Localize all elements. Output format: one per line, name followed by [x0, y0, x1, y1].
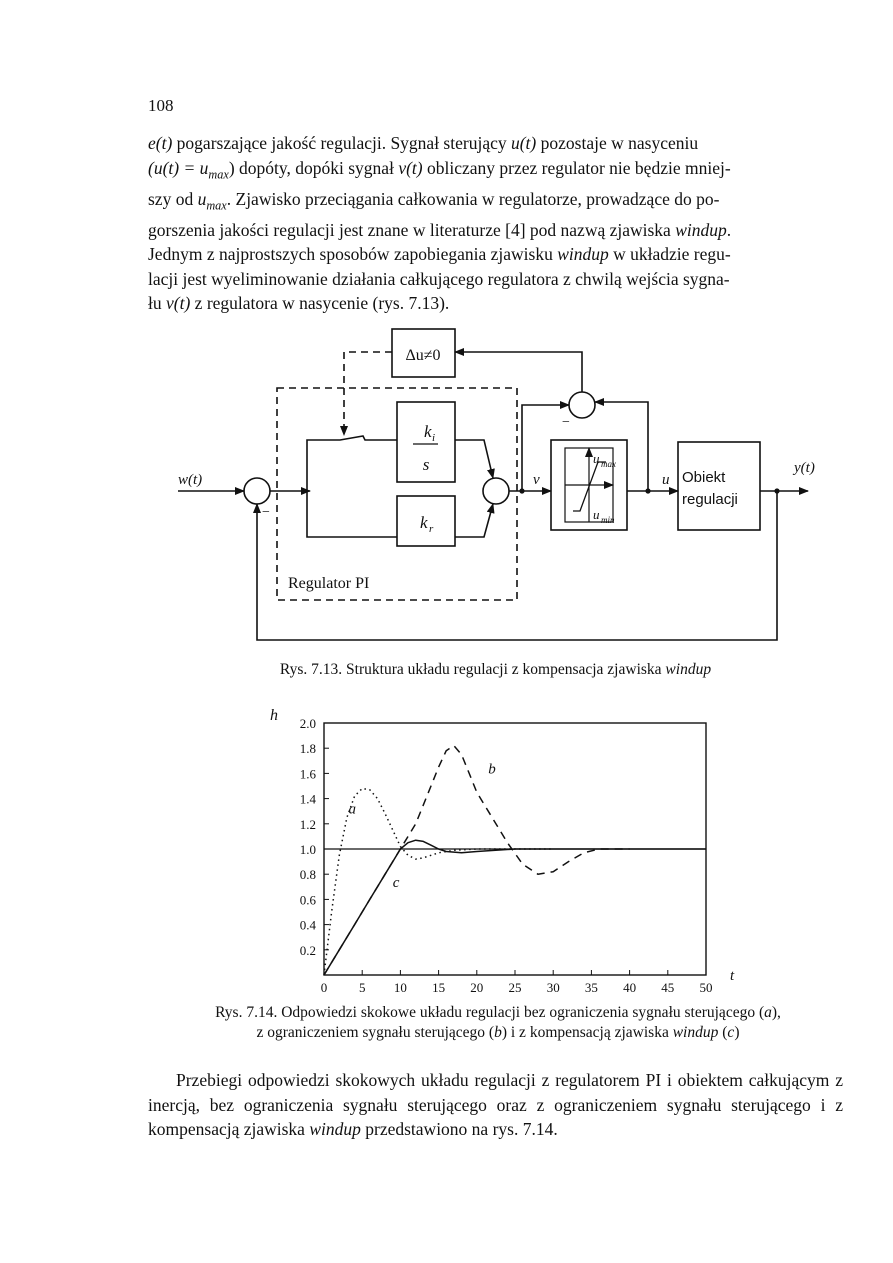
y-tick-label: 1.8 [299, 741, 316, 757]
y-tick-label: 0.8 [299, 867, 316, 883]
curve-label-a: a [348, 801, 356, 818]
u-label: u [662, 472, 670, 488]
paragraph-line: szy od $u_{max}$. Zjawisko przeciągania całkowania w regulatorze, prowadzące do po- [148, 188, 720, 212]
curve-label-b: b [488, 761, 496, 778]
minus-sign-feedback: − [562, 415, 570, 430]
output-label: y(t) [794, 460, 815, 476]
body-paragraph-2: Przebiegi odpowiedzi skokowych układu regulacji z regulatorem PI i obiektem całkującym z inercją, bez ograniczenia sygnału sterującego oraz z ograniczeniem sygnału sterującego i z kompensacją zjawiska windup przedstawiono na rys. 7.14. [148, 1070, 843, 1139]
delta-u-label: Δu≠0 [405, 347, 441, 364]
plant-label-line1: Obiekt [682, 469, 726, 486]
x-axis-label: t [730, 968, 735, 984]
x-tick-label: 0 [320, 980, 328, 995]
x-tick-label: 40 [623, 980, 637, 995]
paragraph-line: gorszenia jakości regulacji jest znane w literaturze [4] pod nazwą zjawiska windup. [148, 219, 732, 240]
y-tick-label: 2.0 [299, 716, 316, 731]
kr-label: k [420, 513, 428, 532]
curve-label-c: c [392, 874, 400, 891]
x-tick-label: 25 [508, 980, 522, 995]
y-tick-label: 1.2 [299, 816, 316, 832]
x-tick-label: 35 [584, 980, 598, 995]
regulator-label: Regulator PI [288, 575, 370, 592]
paragraph-line: łu v(t) z regulatora w nasycenie (rys. 7.13). [148, 293, 450, 313]
series-a-line [324, 789, 553, 976]
y-tick-label: 0.2 [299, 942, 316, 958]
x-tick-label: 10 [393, 980, 407, 995]
x-tick-label: 30 [546, 980, 560, 995]
v-label: v [533, 472, 540, 488]
paragraph-line: e(t) pogarszające jakość regulacji. Sygnał sterujący u(t) pozostaje w nasyceniu [148, 133, 699, 153]
x-tick-label: 20 [470, 980, 484, 995]
x-tick-label: 15 [432, 980, 446, 995]
ki-label: k [424, 422, 432, 441]
x-tick-label: 5 [358, 980, 366, 995]
umin-label: u [593, 507, 600, 522]
series-b-line [324, 746, 630, 975]
figure-caption-7-13: Rys. 7.13. Struktura układu regulacji z kompensacja zjawiska windup [279, 661, 712, 678]
y-tick-label: 1.0 [299, 842, 316, 857]
s-label: s [422, 455, 430, 474]
umax-label: u [593, 451, 600, 466]
y-tick-label: 1.6 [299, 766, 316, 782]
y-tick-label: 1.4 [299, 791, 316, 807]
paragraph-line: $(u(t) = u_{max})$ dopóty, dopóki sygnał v(t) obliczany przez regulator nie będzie mniej- [148, 157, 731, 181]
series-c-line [324, 840, 706, 975]
paragraph-line: lacji jest wyeliminowanie działania całkującego regulatora z chwilą wejścia sygna- [148, 268, 730, 289]
y-tick-label: 0.6 [299, 892, 316, 908]
umax-sub-label: max [601, 459, 616, 469]
paragraph-line: Jednym z najprostszych sposobów zapobiegania zjawisku windup w układzie regu- [148, 244, 731, 264]
ki-sub-label: i [432, 432, 436, 444]
figure-caption-7-14: Rys. 7.14. Odpowiedzi skokowe układu regulacji bez ograniczenia sygnału sterującego (a), z ograniczeniem sygnału sterującego (b) i z kompensacją zjawiska windup (c) [215, 1004, 781, 1041]
page-number: 108 [148, 96, 174, 115]
y-tick-label: 0.4 [299, 917, 316, 933]
kr-sub-label: r [429, 523, 434, 535]
y-axis-label: h [270, 707, 278, 724]
minus-sign-input: − [262, 505, 270, 520]
umin-sub-label: min [601, 515, 615, 525]
plant-label-line2: regulacji [682, 491, 738, 508]
input-label: w(t) [178, 472, 203, 488]
x-tick-label: 50 [699, 980, 713, 995]
x-tick-label: 45 [661, 980, 675, 995]
